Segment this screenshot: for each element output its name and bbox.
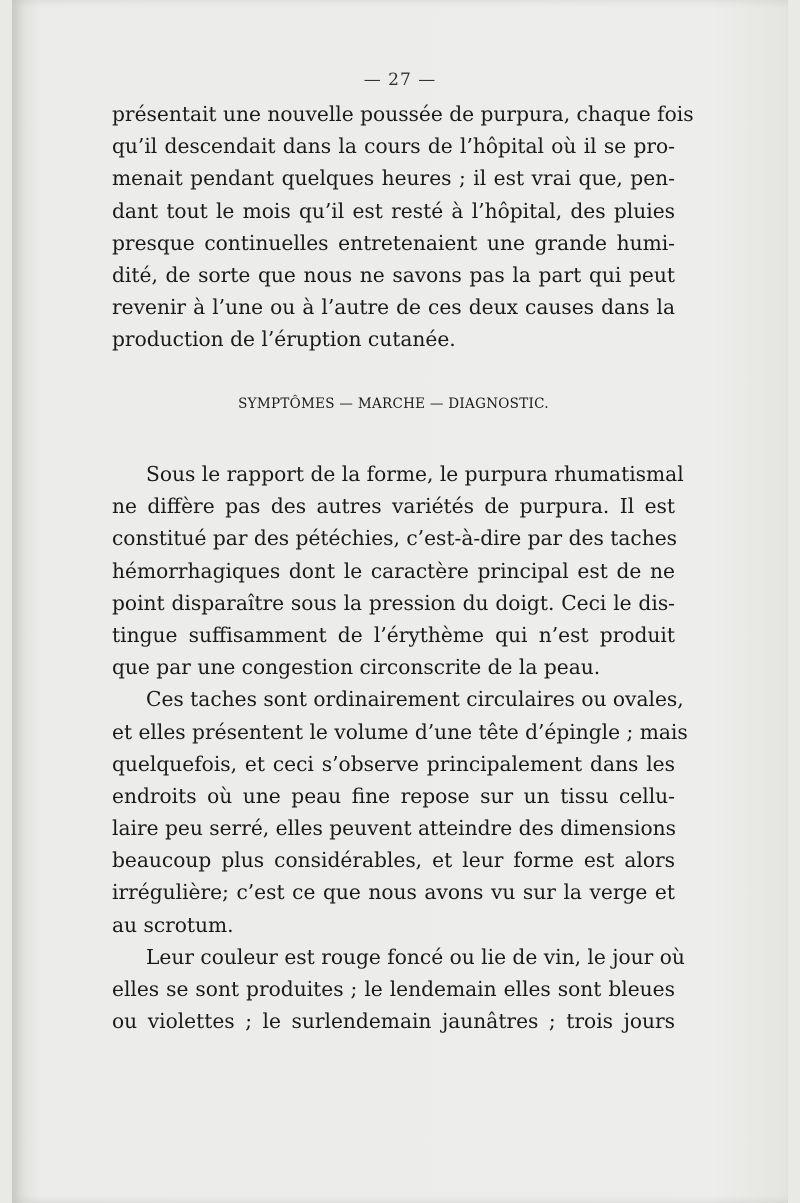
text-line: et elles présentent le volume d’une tête d’épingle ; mais <box>112 719 688 744</box>
text-line: constitué par des pétéchies, c’est-à-dire par des taches <box>112 526 678 551</box>
text-line: irrégulière; c’est ce que nous avons vu sur la verge et <box>112 880 675 905</box>
text-line: tingue suffisamment de l’érythème qui n’est produit <box>112 622 675 647</box>
text-line: Leur couleur est rouge foncé ou lie de vin, le jour où <box>146 944 685 969</box>
paragraph-continuation <box>112 98 694 356</box>
section-heading: SYMPTÔMES — MARCHE — DIAGNOSTIC. <box>238 396 549 412</box>
section-body <box>112 458 688 1037</box>
text-line: dité, de sorte que nous ne savons pas la part qui peut <box>112 262 675 287</box>
text-line: Sous le rapport de la forme, le purpura rhumatismal <box>146 462 684 486</box>
text-line: ne diffère pas des autres variétés de purpura. Il est <box>112 494 675 519</box>
text-line: Ces taches sont ordinairement circulaires ou ovales, <box>146 687 684 712</box>
text-line: qu’il descendait dans la cours de l’hôpital où il se pro- <box>112 134 675 159</box>
text-line: production de l’éruption cutanée. <box>112 327 456 352</box>
text-line: quelquefois, et ceci s’observe principalement dans les <box>112 751 675 776</box>
text-line: menait pendant quelques heures ; il est vrai que, pen- <box>112 166 675 191</box>
text-line: au scrotum. <box>112 912 234 937</box>
text-line: point disparaître sous la pression du doigt. Ceci le dis- <box>112 590 675 615</box>
page-number: — 27 — <box>363 70 437 90</box>
text-line: dant tout le mois qu’il est resté à l’hôpital, des pluies <box>112 198 675 223</box>
text-line: endroits où une peau fine repose sur un tissu cellu- <box>112 783 675 808</box>
text-line: revenir à l’une ou à l’autre de ces deux causes dans la <box>112 295 675 320</box>
text-line: que par une congestion circonscrite de la peau. <box>112 655 601 680</box>
text-line: presque continuelles entretenaient une grande humi- <box>112 230 675 255</box>
text-line: présentait une nouvelle poussée de purpura, chaque fois <box>112 102 694 126</box>
text-line: ou violettes ; le surlendemain jaunâtres ; trois jours <box>112 1009 675 1034</box>
text-line: laire peu serré, elles peuvent atteindre des dimensions <box>112 816 677 841</box>
text-line: elles se sont produites ; le lendemain elles sont bleues <box>112 977 675 1001</box>
text-line: beaucoup plus considérables, et leur forme est alors <box>112 848 675 873</box>
book-page <box>12 0 788 1203</box>
text-line: hémorrhagiques dont le caractère principal est de ne <box>112 558 675 583</box>
